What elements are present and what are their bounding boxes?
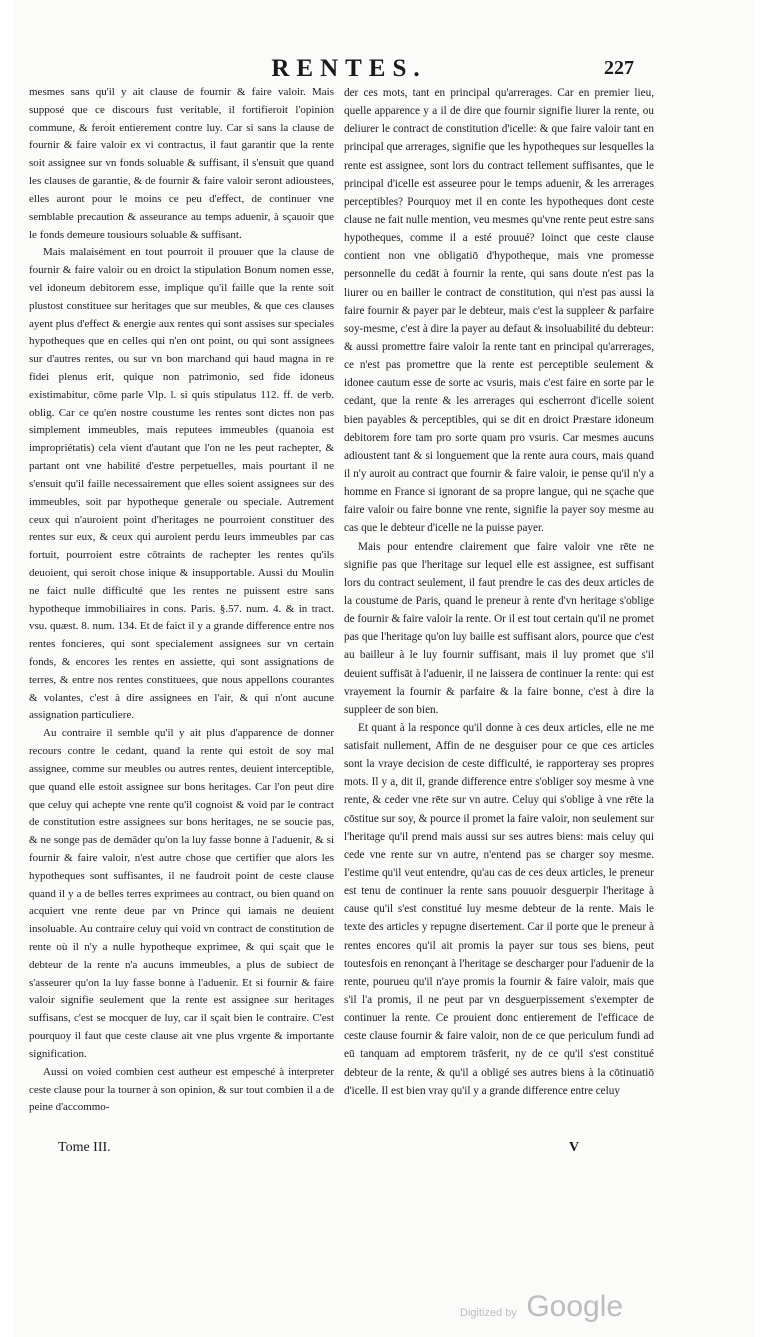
paragraph: mesmes sans qu'il y ait clause de fournir & faire valoir. Mais supposé que ce discours fust veritable, il fortifieroit l'opinion commune, & feroit entierement contre luy. Car si sans la clause de fournir & faire valoir ex vi contractus, il faut garantir que la rente soit assignee sur vn fonds soluable & suffisant, il s'ensuit que quand les clauses de garantie, & de fournir & faire valoir seront adioustees, elles auront pour le moins ce peu d'effect, de continuer vne semblable precaution & asseurance au temps aduenir, à sçauoir que le fonds demeure tousiours soluable & suffisant. [29, 86, 334, 241]
page-number: 227 [604, 57, 634, 79]
paragraph: Au contraire il semble qu'il y ait plus d'apparence de donner recours contre le cedant, quand la rente qui estoit de soy mal assignee, comme sur meubles ou autres rentes, deuient interceptible, que quand elle estoit assignee sur bons heritages. Car l'on peut dire que celuy qui achepte vne rente qu'il cognoist & void par le contract de constitution estre assignees sur bons heritages, ne se soucie pas, & ne songe pas de demāder qu'on la luy fasse bonne à l'aduenir, & si fournir & faire valoir, n'est autre chose que certifier que alors les hypotheques sont suffisantes, il ne faudroit point de ceste clause quand il y a de belles terres exprimees au contract, ou bien quand on acquiert vne rente deue par vn Prince qui iamais ne deuient insoluable. Au contraire celuy qui void vn contract de constitution de rente où il n'y a nulle hypotheque exprimee, & qui sçait que le debteur de la rente n'a aucuns immeubles, a plus de subiect de s'asseurer qu'on la luy fasse bonne à l'aduenir. Et si fournir & faire valoir signifie seulement que la rente est assignee sur heritages suffisans, c'est se mocquer de luy, car il sçait bien le contraire. C'est pourquoy il faut que ceste clause ait vne plus vrgente & importante signification. [29, 727, 334, 1060]
paragraph: Mais pour entendre clairement que faire valoir vne rēte ne signifie pas que l'heritage sur lequel elle est assignee, est suffisant lors du contract seulement, il faut prendre le cas des deux articles de la coustume de Paris, quand le preneur à rente d'vn heritage s'oblige de fournir & faire valoir la rente. Or il est tout certain qu'il ne promet pas que l'heritage qu'on luy baille est suffisant alors, pource que c'est au bailleur à le luy fournir suffisant, mais il luy promet que s'il deuient suffisāt à l'aduenir, il ne laissera de continuer la rente: qui est vrayement la fournir & parfaire & la faire bonne, c'est à dire la suppleer de son bien. [344, 540, 654, 716]
signature-mark: V [569, 1140, 580, 1155]
google-logo: Google [526, 1290, 624, 1323]
paragraph: Et quant à la responce qu'il donne à ces deux articles, elle ne me satisfait nullement, Affin de ne desguiser pour ce que ces articles sont la vraye decision de ceste difficulté, ie rapporteray ses propres mots. Il y a, dit il, grande difference entre s'obliger soy mesme à vne rente, & ceder vne rēte sur vn autre. Celuy qui s'oblige à vne rēte la cōstitue sur soy, & pource il promet la faire valoir, non seulement sur l'heritage qu'il prend mais aussi sur ses autres biens: mais celuy qui cede vne rente sur vn autre, n'entend pas se charger soy mesme. I'estime qu'il veut entendre, qu'au cas de ces deux articles, le preneur est tenu de continuer la rente sans pouuoir desguerpir l'heritage à cause qu'il s'est constitué luy mesme debteur de la rente. Mais le texte des articles y repugne disertement. Car il porte que le preneur à rentes encores qu'il ait promis la payer sur tous ses biens, peut toutesfois en renonçant à l'heritage se descharger pour l'aduenir de la rente, pourueu qu'il n'aye promis la fournir & faire valoir, mais que s'il l'a promis, il ne peut par vn desguerpissement s'exempter de continuer la rente. Ce prouient donc entierement de l'efficace de ceste clause fournir & faire valoir, non de ce que periculum fundi ad eū tanquam ad emptorem trāsferit, ny de ce qu'il s'est constitué debteur de la rente, & qu'il a obligé ses autres biens à la cōtinuatiō d'icelle. Il est bien vray qu'il y a grande difference entre celuy [344, 721, 654, 1097]
paragraph: der ces mots, tant en principal qu'arrerages. Car en premier lieu, quelle apparence y a il de dire que fournir signifie liurer la rente, ou deliurer le contract de constitution d'icelle: & que faire valoir tant en principal que arrerages, signifie que les hypotheques sur lesquelles la rente est assignee, sont lors du contract tellement suffisantes, que le principal d'icelle est asseuree pour le temps aduenir, & les arrerages perceptibles? Pourquoy met il en conte les hypotheques dont ceste clause ne fait nulle mention, veu mesmes qu'vne rente peut estre sans hypotheques, comme il a esté prouué? Ioinct que ceste clause contient non vne obligatiō d'hypotheque, mais vne promesse personnelle du cedāt à fournir la rente, qui sans doute n'est pas la liurer ou en bailler le contract de constitution, qui n'est pas aussi la faire fournir & payer par le debteur, mais c'est la suppleer & parfaire soy-mesme, c'est à dire la payer au defaut & insoluabilité du debteur: & aussi promettre faire valoir la rente tant en principal qu'arrerages, ce n'est pas promettre que la rente est perceptible seulement & idonee cautum esse de sorte ac vsuris, mais c'est faire en sorte par le cedant, que la rente & les arrerages qui escherront d'icelle soient bien payables & perceptibles, qui se dit en droict Præstare idoneum debitorem fore tam pro sorte quam pro vsuris. Car mesmes aucuns adioustent tant & si longuement que la rente aura cours, mais quand il n'y auroit au contract que fournir & faire valoir, ie pense qu'il n'y a homme en France si ignorant de sa propre langue, qui ne sçache que faire valoir ou faire bonne vne rente, signifie la payer soy mesme au cas que le debteur d'icelle ne la puisse payer. [344, 87, 654, 535]
running-title: RENTES. [271, 55, 427, 82]
book-page [14, 0, 754, 1337]
volume-label: Tome III. [58, 1140, 111, 1155]
page-header [14, 55, 754, 85]
paragraph: Aussi on voied combien cest autheur est empesché à interpreter ceste clause pour la tourner à son opinion, & sur tout combien il a de peine d'accommo- [29, 1065, 334, 1114]
left-column [29, 84, 334, 1117]
right-column [344, 84, 654, 1100]
watermark-prefix: Digitized by [460, 1307, 517, 1319]
digitized-watermark [460, 1290, 623, 1324]
paragraph: Mais malaisément en tout pourroit il prouuer que la clause de fournir & faire valoir ou en droict la stipulation Bonum nomen esse, vel idoneum debitorem esse, implique qu'il faille que la rente soit plustost constituee sur heritages que sur meubles, & que ces clauses ayent plus d'effect & energie aux rentes qui sont assises sur speciales hypotheques que en celles qui n'en ont point, ou qui sont assignees sur d'autres rentes, ou sur vn bon marchand qui haud magna in re fidei plenus erit, quique non patrimonio, sed fide idoneus existimabitur, cōme parle Vlp. l. si quis stipulatus 112. ff. de verb. oblig. Car ce qu'en nostre coustume les rentes sont dictes non pas simplement immeubles, mais reputees immeubles (quanoia est impropriétatis) cela vient d'autant que l'on ne les peut rachepter, & partant ont vne habilité d'estre perpetuelles, mais pourtant il ne s'ensuit qu'il faille necessairement que elles soient assignees sur des immeubles, soit par hypotheque generale ou speciale. Autrement ceux qui n'auroient point d'heritages ne pourroient constituer des rentes sur eux, & ceux qui auroient perdu leurs immeubles par cas fortuit, pourroient estre cōtraints de rachepter les rentes qu'ils deuoient, qui seroit chose inique & insupportable. Aussi du Moulin ne faict nulle difficulté que les rentes ne puissent estre sans hypotheque immobiliaires in cons. Paris. §.57. num. 4. & in tract. vsu. quæst. 8. num. 134. Et de faict il y a grande difference entre nos rentes foncieres, qui sont specialement assignees sur vn certain fonds, & encores les rentes en assiette, qui sont assignations de terres, & entre nos rentes constituees, que nous appellons courantes & volantes, c'est à dire assignees en l'air, & qui n'ont aucune assignation particuliere. [29, 246, 334, 722]
